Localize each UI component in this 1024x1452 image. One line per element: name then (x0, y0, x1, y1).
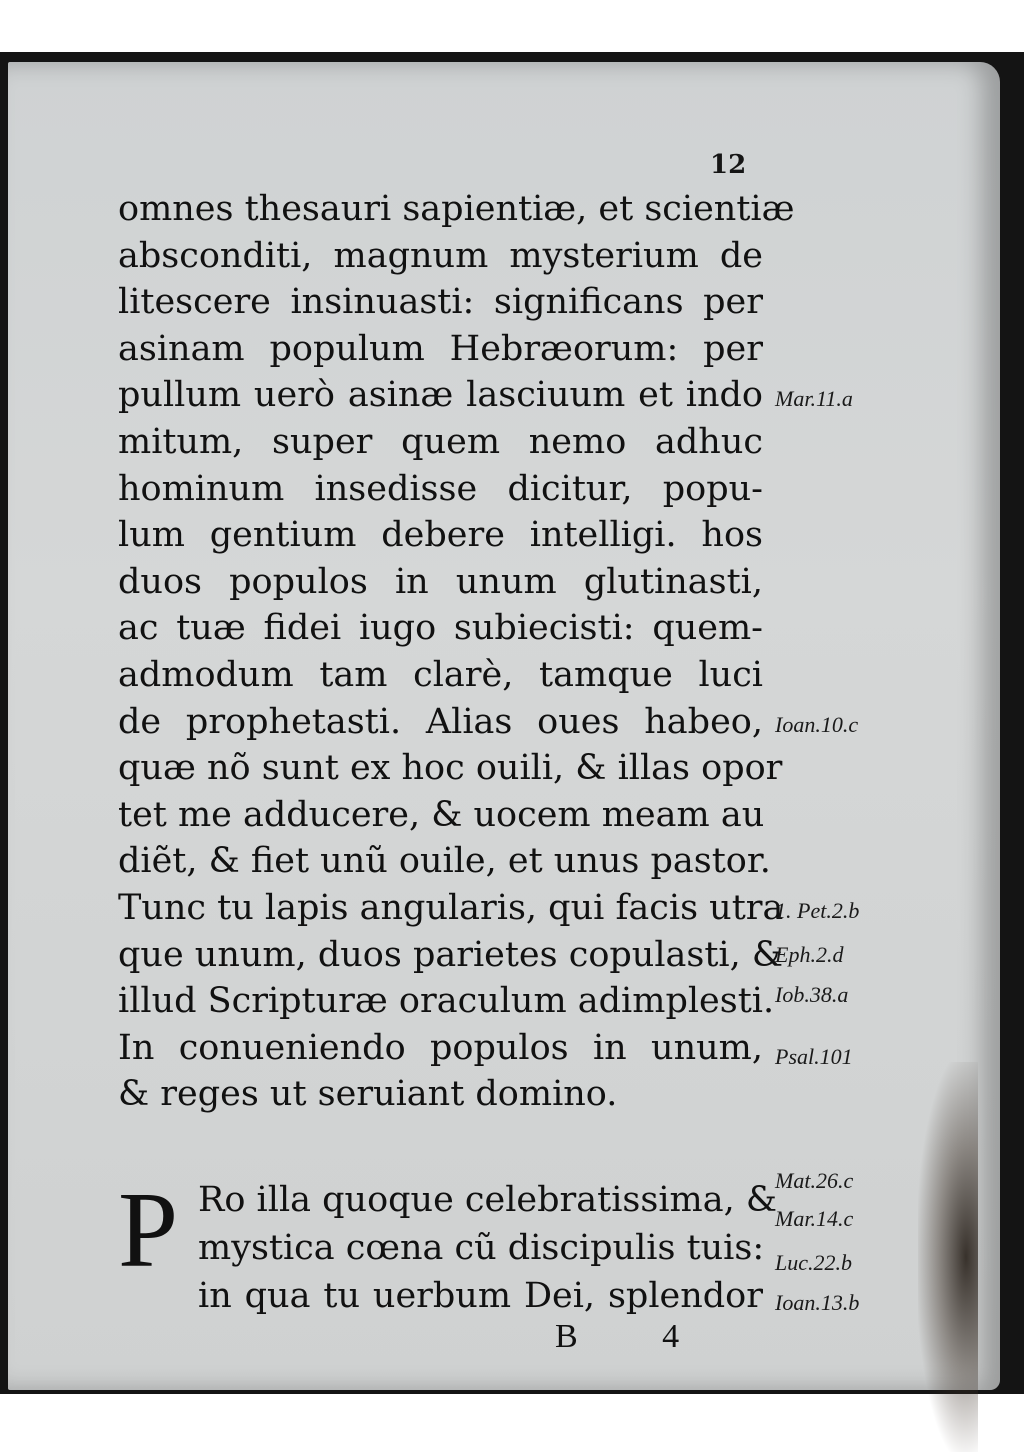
margin-note: Mar.11.a (775, 386, 853, 411)
text-line: tet me adducere, & uocem meam au (118, 794, 765, 835)
text-line: Ro illa quoque celebratissima, & (198, 1179, 777, 1220)
text-line: in qua tu uerbum Dei, splendor (198, 1275, 763, 1316)
text-line: hominum insedisse dicitur, popu- (118, 468, 763, 509)
burn-damage (918, 1062, 978, 1452)
margin-note: Iob.38.a (775, 982, 849, 1007)
text-line: de prophetasti. Alias oues habeo, (118, 701, 763, 742)
margin-note: Psal.101 (775, 1044, 853, 1069)
text-line: ac tuæ fidei iugo subiecisti: quem- (118, 608, 763, 649)
text-line: asinam populum Hebræorum: per (118, 328, 763, 369)
text-line: mystica cœna cũ discipulis tuis: (198, 1227, 765, 1268)
margin-note: Mat.26.c (775, 1168, 854, 1193)
text-line: litescere insinuasti: significans per (118, 282, 763, 323)
text-line: admodum tam clarè, tamque luci (118, 654, 763, 695)
paragraph-gap (118, 1118, 763, 1176)
main-text-block (118, 186, 795, 1320)
text-line: mitum, super quem nemo adhuc (118, 421, 763, 462)
page-number: 12 (710, 150, 747, 180)
margin-note: Ioan.10.c (775, 712, 859, 737)
text-line: omnes thesauri sapientiæ, et scientiæ (118, 189, 795, 229)
text-line: illud Scripturæ oraculum adimplesti. (118, 981, 775, 1022)
text-line: absconditi, magnum mysterium de (118, 235, 763, 276)
margin-note: Mar.14.c (775, 1206, 854, 1231)
margin-note: Luc.22.b (775, 1250, 852, 1275)
text-line: In conueniendo populos in unum, (118, 1027, 763, 1068)
margin-note: Eph.2.d (775, 942, 844, 967)
text-line: duos populos in unum glutinasti, (118, 561, 763, 602)
text-line: Tunc tu lapis angularis, qui facis utra (118, 887, 784, 928)
paragraph-with-initial (118, 1170, 777, 1320)
text-line: quæ nõ sunt ex hoc ouili, & illas opor (118, 748, 783, 789)
text-line: que unum, duos parietes copulasti, & (118, 934, 784, 975)
margin-note: Ioan.13.b (775, 1290, 860, 1315)
margin-note: 1. Pet.2.b (775, 898, 860, 923)
drop-cap-initial: P (118, 1170, 179, 1290)
text-line: lum gentium debere intelligi. hos (118, 515, 763, 556)
text-line: pullum uerò asinæ lasciuum et indo (118, 375, 763, 416)
text-line: diẽt, & fiet unũ ouile, et unus pastor. (118, 841, 771, 882)
signature-mark: B 4 (555, 1318, 718, 1355)
text-line: & reges ut seruiant domino. (118, 1074, 618, 1115)
